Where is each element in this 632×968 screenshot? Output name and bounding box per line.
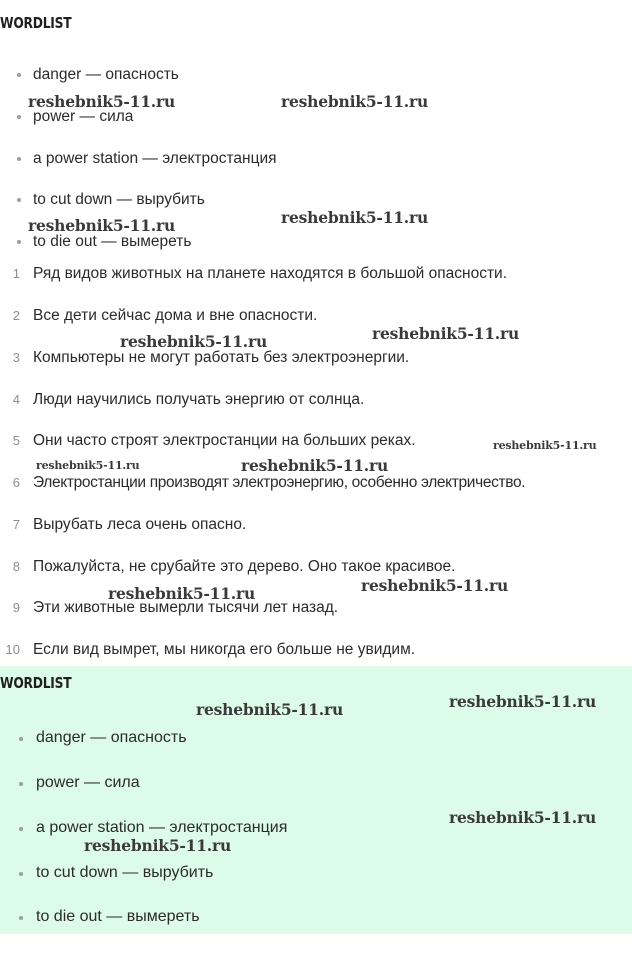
sentence-text: Электростанции производят электроэнергию, особенно электричество. xyxy=(33,474,526,491)
bullet-icon xyxy=(17,240,21,244)
sentence-number: 8 xyxy=(12,559,20,574)
sentence-text: Компьютеры не могут работать без электроэнергии. xyxy=(33,349,410,366)
watermark: reshebnik5-11.ru xyxy=(281,208,429,227)
bullet-icon xyxy=(17,157,21,161)
watermark: reshebnik5-11.ru xyxy=(84,836,232,855)
sentence-number: 5 xyxy=(12,433,20,448)
bullet-icon xyxy=(17,198,21,202)
watermark: reshebnik5-11.ru xyxy=(241,456,389,475)
sentence-text: Вырубать леса очень опасно. xyxy=(33,516,247,533)
watermark: reshebnik5-11.ru xyxy=(196,700,344,719)
watermark: reshebnik5-11.ru xyxy=(449,692,597,711)
sentence-number: 6 xyxy=(12,475,20,490)
bullet-icon xyxy=(19,782,23,786)
sentence-number: 3 xyxy=(12,350,20,365)
bullet-icon xyxy=(19,737,23,741)
sentence-number: 9 xyxy=(12,600,20,615)
watermark: reshebnik5-11.ru xyxy=(28,216,176,235)
sentence-text: Все дети сейчас дома и вне опасности. xyxy=(33,307,318,324)
bullet-icon xyxy=(17,115,21,119)
highlighted-wordlist-panel: WORDLIST danger — опасность power — сила a power station — электростанция to cut down — вырубить to die out — вымереть xyxy=(0,666,632,934)
sentence-number: 2 xyxy=(12,308,20,323)
sentence-number: 4 xyxy=(12,392,20,407)
sentence-text: Они часто строят электростанции на больших реках. xyxy=(33,432,416,449)
watermark: reshebnik5-11.ru xyxy=(493,439,597,452)
watermark: reshebnik5-11.ru xyxy=(28,92,176,111)
watermark: reshebnik5-11.ru xyxy=(108,584,256,603)
watermark: reshebnik5-11.ru xyxy=(449,808,597,827)
sentence-number: 10 xyxy=(5,642,20,657)
sentence-text: Люди научились получать энергию от солнца. xyxy=(33,391,365,408)
bullet-icon xyxy=(17,73,21,77)
bullet-icon xyxy=(19,872,23,876)
watermark: reshebnik5-11.ru xyxy=(372,324,520,343)
sentence-number: 1 xyxy=(12,266,20,281)
wordlist-heading: WORDLIST xyxy=(0,14,72,32)
wordlist-heading: WORDLIST xyxy=(0,674,72,692)
sentence-text: Эти животные вымерли тысячи лет назад. xyxy=(33,599,339,616)
watermark: reshebnik5-11.ru xyxy=(281,92,429,111)
sentence-text: Ряд видов животных на планете находятся в большой опасности. xyxy=(33,265,508,282)
sentence-text: Пожалуйста, не срубайте это дерево. Оно такое красивое. xyxy=(33,558,456,575)
watermark: reshebnik5-11.ru xyxy=(361,576,509,595)
bullet-icon xyxy=(19,827,23,831)
sentence-text: Если вид вымрет, мы никогда его больше не увидим. xyxy=(33,641,416,658)
watermark: reshebnik5-11.ru xyxy=(36,459,140,472)
bullet-icon xyxy=(19,916,23,920)
sentence-number: 7 xyxy=(12,517,20,532)
watermark: reshebnik5-11.ru xyxy=(120,332,268,351)
